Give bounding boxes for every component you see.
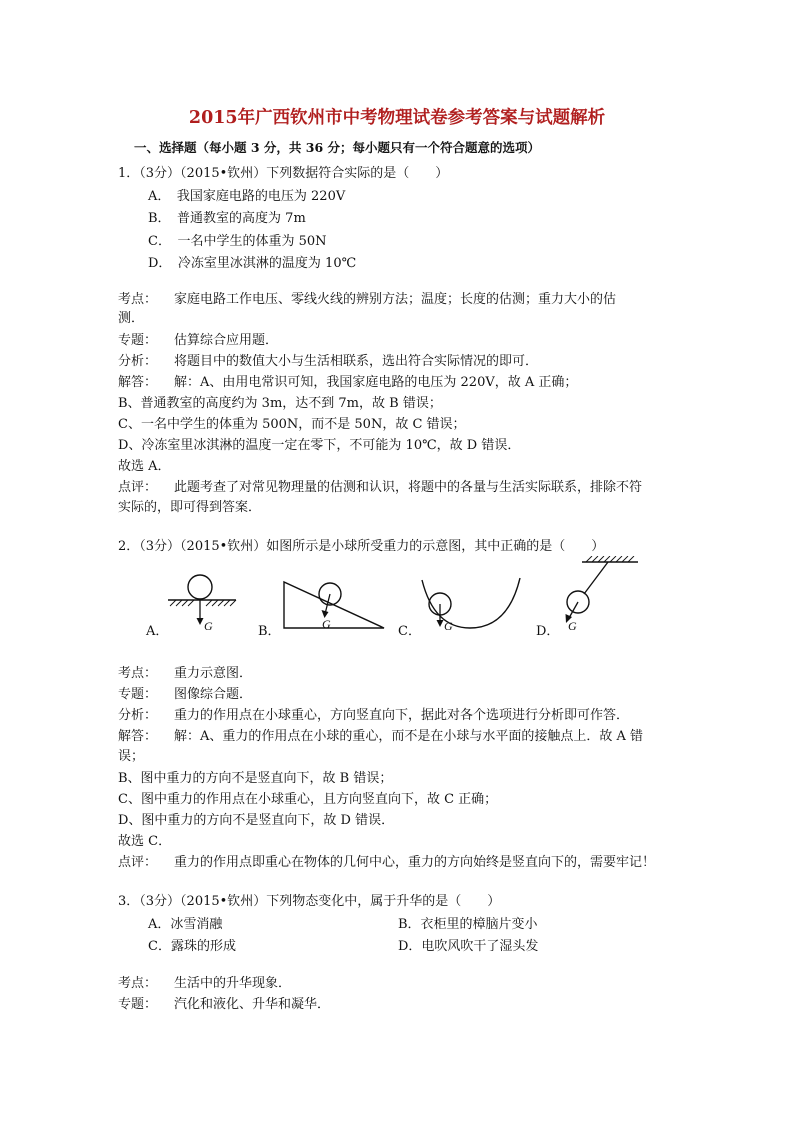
q3-option-c: C．露珠的形成 bbox=[148, 939, 236, 954]
q1-stem: 1．（3分）（2015•钦州）下列数据符合实际的是（ ） bbox=[118, 166, 449, 181]
q2-jieda-label: 解答： bbox=[118, 729, 158, 744]
q2-kaodian: 重力示意图． bbox=[174, 666, 253, 681]
page-title: 2015年广西钦州市中考物理试卷参考答案与试题解析 bbox=[188, 108, 606, 128]
q1-dianping-label: 点评： bbox=[118, 480, 158, 495]
fig-label-b: B． bbox=[258, 624, 281, 639]
q1-option-b: B． 普通教室的高度为 7m bbox=[148, 211, 306, 226]
q2-jieda-line-c: C、图中重力的作用点在小球重心，且方向竖直向下，故 C 正确； bbox=[118, 792, 498, 807]
q1-jieda-line-c: C、一名中学生的体重为 500N，而不是 50N，故 C 错误； bbox=[118, 417, 466, 432]
q2-jieda: 解：A、重力的作用点在小球的重心，而不是在小球与水平面的接触点上．故 A 错 bbox=[174, 729, 644, 744]
q3-zhuanti: 汽化和液化、升华和凝华． bbox=[174, 997, 331, 1012]
q2-stem: 2．（3分）（2015•钦州）如图所示是小球所受重力的示意图，其中正确的是（ ） bbox=[118, 539, 605, 554]
q2-dianping: 重力的作用点即重心在物体的几何中心，重力的方向始终是竖直向下的，需要牢记！ bbox=[174, 855, 656, 870]
q2-fenxi-label: 分析： bbox=[118, 708, 158, 723]
q1-fenxi: 将题目中的数值大小与生活相联系，选出符合实际情况的即可． bbox=[174, 354, 539, 369]
q1-kaodian-label: 考点： bbox=[118, 292, 158, 307]
q1-jieda-line-d: D、冷冻室里冰淇淋的温度一定在零下，不可能为 10℃，故 D 错误． bbox=[118, 438, 521, 453]
fig-label-c: C． bbox=[398, 624, 421, 639]
q3-kaodian-label: 考点： bbox=[118, 976, 158, 991]
q2-fenxi: 重力的作用点在小球重心，方向竖直向下，据此对各个选项进行分析即可作答． bbox=[174, 708, 630, 723]
q2-dianping-label: 点评： bbox=[118, 855, 158, 870]
q2-zhuanti-label: 专题： bbox=[118, 687, 158, 702]
q2-answer: 故选 C． bbox=[118, 834, 172, 849]
q2-zhuanti: 图像综合题． bbox=[174, 687, 253, 702]
q1-zhuanti-label: 专题： bbox=[118, 333, 158, 348]
figure-c-g-label: G bbox=[444, 619, 453, 633]
q1-kaodian: 家庭电路工作电压、零线火线的辨别方法；温度；长度的估测；重力大小的估 bbox=[174, 292, 617, 307]
q1-fenxi-label: 分析： bbox=[118, 354, 158, 369]
figure-b-g-label: G bbox=[322, 617, 331, 631]
q3-option-a: A．冰雪消融 bbox=[148, 917, 223, 932]
figure-c-ball-in-bowl bbox=[416, 570, 526, 636]
q2-jieda-line-d: D、图中重力的方向不是竖直向下，故 D 错误． bbox=[118, 813, 395, 828]
q1-dianping-cont: 实际的，即可得到答案． bbox=[118, 500, 262, 515]
q1-option-a: A． 我国家庭电路的电压为 220V bbox=[148, 189, 346, 204]
q1-dianping: 此题考查了对常见物理量的估测和认识，将题中的各量与生活实际联系，排除不符 bbox=[174, 480, 643, 495]
fig-label-a: A． bbox=[146, 624, 169, 639]
q2-kaodian-label: 考点： bbox=[118, 666, 158, 681]
q3-stem: 3．（3分）（2015•钦州）下列物态变化中，属于升华的是（ ） bbox=[118, 894, 501, 909]
figure-a-g-label: G bbox=[204, 619, 213, 633]
q1-option-d: D． 冷冻室里冰淇淋的温度为 10℃ bbox=[148, 256, 357, 271]
q1-kaodian-cont: 测． bbox=[118, 311, 145, 326]
figure-a-ball-on-floor bbox=[162, 562, 242, 634]
q1-option-c: C． 一名中学生的体重为 50N bbox=[148, 234, 327, 249]
fig-label-d: D． bbox=[536, 624, 560, 639]
q1-answer: 故选 A． bbox=[118, 459, 171, 474]
q3-option-b: B．衣柜里的樟脑片变小 bbox=[398, 917, 538, 932]
figure-d-g-label: G bbox=[568, 619, 577, 633]
q1-jieda-label: 解答： bbox=[118, 375, 158, 390]
q2-jieda-line-b: B、图中重力的方向不是竖直向下，故 B 错误； bbox=[118, 771, 393, 786]
figure-d-hanging-ball bbox=[552, 556, 642, 636]
q1-jieda-line-b: B、普通教室的高度约为 3m，达不到 7m，故 B 错误； bbox=[118, 396, 442, 411]
q1-jieda: 解：A、由用电常识可知，我国家庭电路的电压为 220V，故 A 正确； bbox=[174, 375, 578, 390]
section-heading: 一、选择题（每小题 3 分，共 36 分；每小题只有一个符合题意的选项） bbox=[134, 140, 541, 155]
q3-option-d: D．电吹风吹干了湿头发 bbox=[398, 939, 539, 954]
q3-zhuanti-label: 专题： bbox=[118, 997, 158, 1012]
q3-kaodian: 生活中的升华现象． bbox=[174, 976, 292, 991]
q2-jieda-cont: 误； bbox=[118, 749, 145, 764]
figure-b-ball-on-incline bbox=[278, 576, 390, 634]
q1-zhuanti: 估算综合应用题． bbox=[174, 333, 279, 348]
